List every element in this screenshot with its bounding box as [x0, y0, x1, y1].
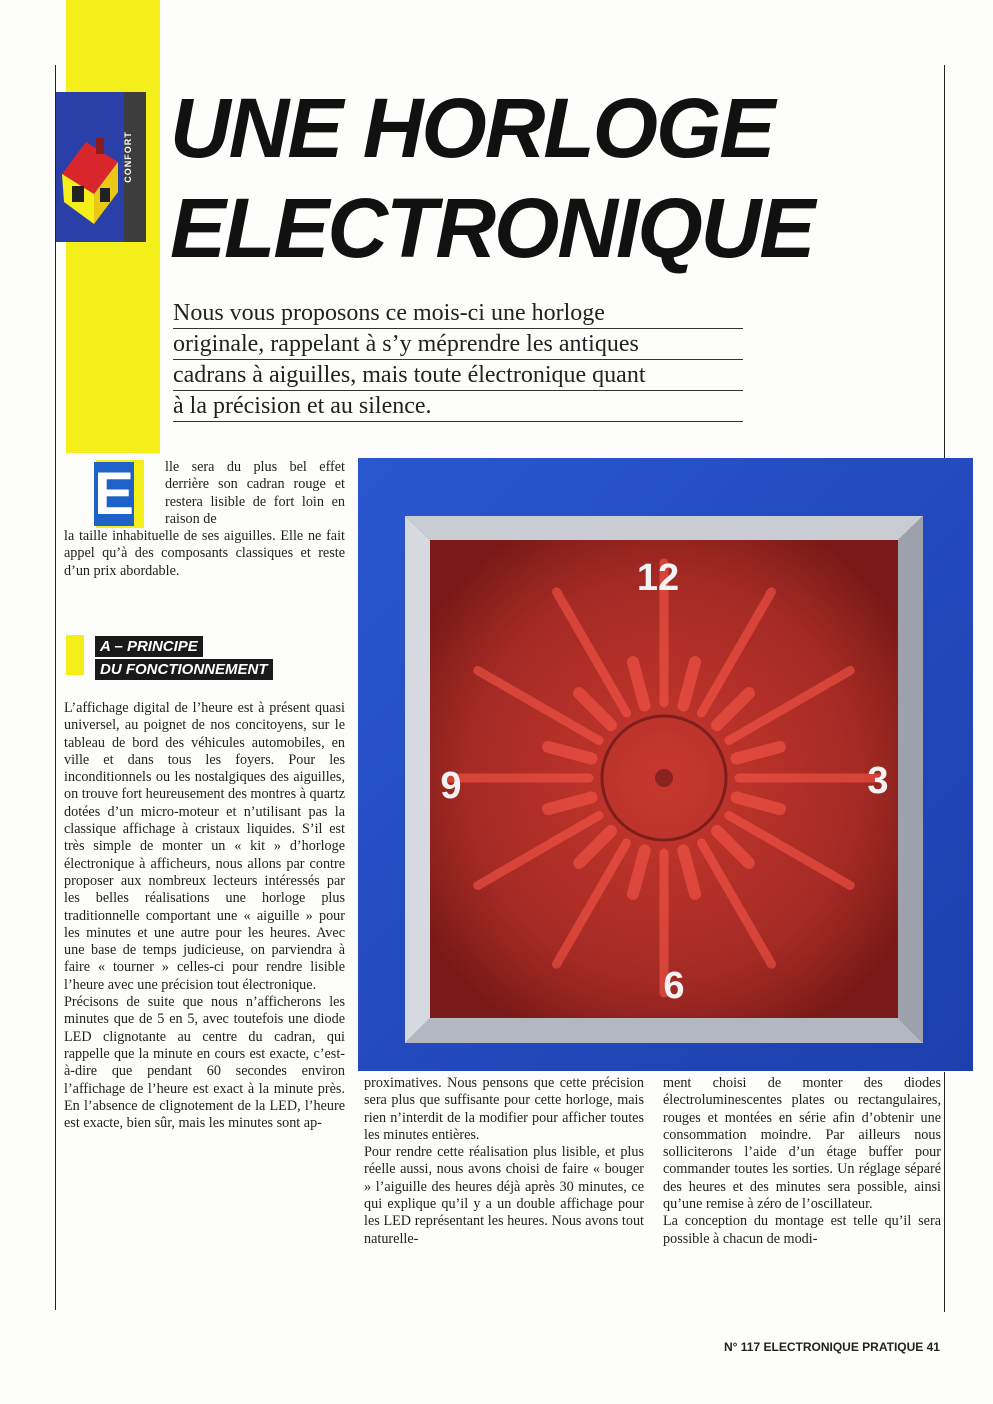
right-column-rule-lower: [944, 1072, 945, 1312]
section-tag-label: CONFORT: [122, 131, 133, 183]
section-heading-line-1: A – PRINCIPE: [95, 636, 203, 657]
center-led: [655, 769, 673, 787]
title-line-2: ELECTRONIQUE: [170, 181, 814, 275]
right-column-rule: [944, 65, 945, 460]
column-2-body: [364, 1075, 644, 1248]
page-footer: N° 117 ELECTRONIQUE PRATIQUE 41: [724, 1340, 940, 1354]
dial-numeral-6: 6: [663, 965, 685, 1007]
lead-text-full: [64, 528, 345, 580]
heading-accent: [66, 635, 84, 675]
section-heading-line-2: DU FONCTIONNEMENT: [95, 659, 273, 680]
paragraph: proximatives. Nous pensons que cette précision sera plus que suffisante pour cette horloge, mais rien n’interdit de la modifier pour afficher toutes les minutes entières.: [364, 1075, 644, 1143]
intro-line: Nous vous proposons ce mois-ci une horloge: [173, 298, 743, 329]
lead-text-short: [165, 459, 345, 528]
lead-paragraph-start: lle sera du plus bel effet derrière son cadran rouge et restera lisible de fort loin en raison de: [165, 459, 345, 527]
house-icon: [56, 92, 126, 242]
paragraph: L’affichage digital de l’heure est à présent quasi universel, au poignet de nos concitoyens, sur le tableau de bord des véhicules automobiles, en ville et dans tous les foyers. Pour les inconditionnels ou les nostalgiques des aiguilles, on trouve fort heureusement des montres à quartz dotées d’un micro-moteur et n’utilisant pas la classique affichage à cristaux liquides. S’il est très simple de monter un « kit » d’horloge électronique à afficheurs, nous allons par contre proposer aux nombreux lecteurs intéressés par les belles réalisations une horloge plus traditionnelle comportant une « aiguille » pour les minutes et une autre pour les heures. Avec une base de temps judicieuse, on parviendra à faire « tourner » celles-ci pour rendre lisible l’heure avec une précision tout électronique.: [64, 700, 345, 993]
paragraph: Pour rendre cette réalisation plus lisible, et plus réelle aussi, nous avons choisi de faire « bouger » l’aiguille des heures déjà après 30 minutes, ce qui explique qu’il y a un double affichage pour les LED représentant les heures. Nous avons tout naturelle-: [364, 1144, 644, 1247]
section-tag: [124, 92, 146, 242]
intro-paragraph: [173, 298, 743, 422]
dial-numeral-9: 9: [440, 765, 462, 807]
clock-photo: [358, 458, 973, 1071]
section-heading: [95, 636, 273, 682]
dial-numeral-12: 12: [636, 557, 680, 599]
intro-line: à la précision et au silence.: [173, 391, 743, 422]
paragraph: Précisons de suite que nous n’afficherons les minutes que de 5 en 5, avec toutefois une diode LED clignotante au centre du cadran, qui rappelle que la minute en cours est exacte, c’est-à-dire que pendant 60 secondes environ l’affichage de l’heure est exact à la minute près. En l’absence de clignotement de la LED, l’heure est exacte, bien sûr, mais les minutes sont ap-: [64, 994, 345, 1132]
drop-cap: E: [94, 460, 135, 527]
paragraph: ment choisi de monter des diodes électroluminescentes plates ou rectangulaires, rouges et montées en série afin d’obtenir une consommation moindre. Par ailleurs nous solliciterons l’aide d’un étage buffer pour commander toutes les sorties. Un réglage séparé des heures et des minutes sera possible, ainsi qu’une remise à zéro de l’oscillateur.: [663, 1075, 941, 1213]
dial-numeral-3: 3: [867, 760, 889, 802]
clock-illustration: [358, 458, 973, 1071]
intro-line: originale, rappelant à s’y méprendre les antiques: [173, 329, 743, 360]
lead-paragraph-end: la taille inhabituelle de ses aiguilles. Elle ne fait appel qu’à des composants classiques et reste d’un prix abordable.: [64, 528, 345, 579]
column-3-body: [663, 1075, 941, 1248]
left-column-rule: [55, 65, 56, 1310]
intro-line: cadrans à aiguilles, mais toute électronique quant: [173, 360, 743, 391]
paragraph: La conception du montage est telle qu’il sera possible à chacun de modi-: [663, 1213, 941, 1247]
column-1-body: [64, 700, 345, 1132]
title-line-1: UNE HORLOGE: [170, 81, 774, 175]
page-title: [170, 78, 930, 278]
